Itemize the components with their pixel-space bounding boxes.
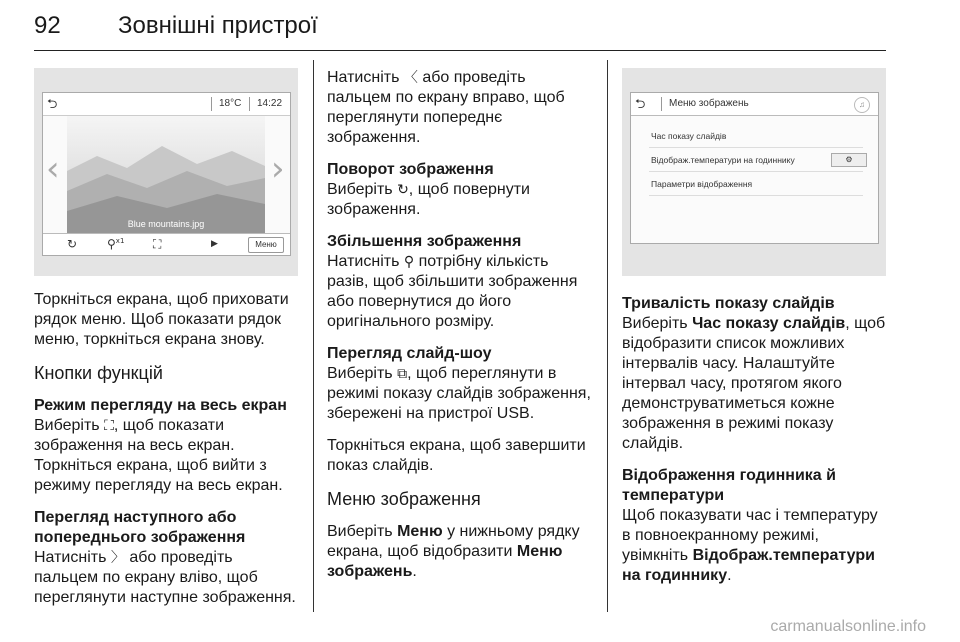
slideshow-heading: Перегляд слайд-шоу (327, 345, 492, 362)
image-filename: Blue mountains.jpg (127, 219, 205, 229)
picture-viewer-screenshot (34, 68, 298, 276)
fullscreen-heading: Режим перегляду на весь екран (34, 397, 287, 414)
watermark: carmanualsonline.info (770, 618, 926, 635)
picture-menu-screenshot (622, 68, 886, 276)
menu-item-clock-temperature[interactable]: Відображ.температури на годиннику (651, 155, 795, 165)
clock-time: 14:22 (257, 98, 283, 109)
fullscreen-paragraph: Виберіть ⛶, щоб показати зображення на весь екран. Торкніться екрана, щоб вийти з режиму перегляду на весь екран. (34, 417, 283, 494)
mountains-picture (67, 116, 265, 233)
back-arrow-icon[interactable]: ⮌ (635, 96, 646, 111)
divider (649, 147, 863, 148)
zoom-paragraph: Натисніть ⚲ потрібну кількість разів, щоб збільшити зображення або повернутися до його оригінального розміру. (327, 253, 578, 330)
rotate-paragraph: Виберіть ↻, щоб повернути зображення. (327, 181, 530, 218)
intro-paragraph: Торкніться екрана, щоб приховати рядок меню. Щоб показати рядок меню, торкніться екрана знову. (34, 291, 289, 348)
next-previous-heading: Перегляд наступного або попереднього зображення (34, 509, 246, 546)
previous-arrow-icon[interactable]: ‹ (46, 149, 60, 189)
menu-item-display-settings[interactable]: Параметри відображення (651, 179, 753, 189)
zoom-inline-icon: ⚲ (403, 254, 415, 270)
clock-display-paragraph: Щоб показувати час і температуру в повноекранному режимі, увімкніть Відображ.температури на годиннику. (622, 507, 878, 584)
rotate-inline-icon: ↻ (397, 182, 409, 198)
column-divider (607, 60, 608, 612)
section-heading-function-buttons: Кнопки функцій (34, 363, 163, 383)
music-note-icon[interactable]: ♫ (854, 97, 870, 113)
separator (211, 97, 212, 111)
picture-menu-paragraph: Виберіть Меню у нижньому рядку екрана, щоб відобразити Меню зображень. (327, 523, 580, 580)
slide-duration-heading: Тривалість показу слайдів (622, 295, 835, 312)
menu-header (631, 93, 878, 116)
rotate-icon[interactable]: ↻ (67, 237, 78, 251)
divider (649, 195, 863, 196)
page-number: 92 (34, 12, 61, 39)
text-column-3 (622, 294, 886, 598)
back-arrow-icon[interactable]: ⮌ (47, 96, 58, 111)
section-heading-picture-menu: Меню зображення (327, 489, 481, 509)
divider (649, 171, 863, 172)
page-header (34, 10, 886, 51)
menu-button[interactable]: Меню (248, 237, 284, 253)
menu-item-slide-time[interactable]: Час показу слайдів (651, 131, 727, 141)
column-divider (313, 60, 314, 612)
text-column-1 (34, 290, 300, 620)
previous-image-paragraph: Натисніть 〈 або проведіть пальцем по екрану вправо, щоб переглянути попереднє зображення. (327, 69, 565, 146)
zoom-heading: Збільшення зображення (327, 233, 522, 250)
picture-viewer-screen (42, 92, 291, 256)
slideshow-inline-icon: ⧉ (397, 366, 408, 382)
clock-display-heading: Відображення годинника й температури (622, 467, 836, 504)
separator (249, 97, 250, 111)
zoom-icon[interactable]: ⚲$^{x1}$ (107, 237, 125, 251)
fullscreen-icon[interactable]: ⛶ (153, 237, 162, 251)
rotate-heading: Поворот зображення (327, 161, 494, 178)
chevron-left-icon: 〈 (403, 70, 418, 86)
slideshow-paragraph: Виберіть ⧉, щоб переглянути в режимі показу слайдів зображення, збережені на пристрої USB. (327, 365, 591, 422)
function-bar (43, 233, 290, 255)
mountains-illustration (67, 116, 265, 233)
picture-menu-screen (630, 92, 879, 244)
slide-duration-paragraph: Виберіть Час показу слайдів, щоб відобразити список можливих інтервалів часу. Налаштуйте інтервал часу, протягом якого демонструватиметься кожне зображення в режимі показу слайдів. (622, 315, 886, 452)
status-bar (43, 93, 290, 116)
chevron-right-icon: 〉 (110, 550, 125, 566)
text-column-2 (327, 68, 592, 594)
menu-title: Меню зображень (669, 98, 749, 109)
toggle-switch-icon[interactable]: ⚙ (831, 153, 867, 167)
slideshow-end-paragraph: Торкніться екрана, щоб завершити показ слайдів. (327, 437, 586, 474)
fullscreen-inline-icon: ⛶ (104, 418, 114, 434)
page-title: Зовнішні пристрої (118, 12, 318, 39)
temperature: 18°C (219, 98, 242, 109)
separator (661, 97, 662, 111)
zoom-level: x1 (115, 237, 125, 245)
next-arrow-icon[interactable]: › (271, 149, 285, 189)
slideshow-play-icon[interactable]: ▶ (211, 239, 218, 249)
next-image-paragraph: Натисніть 〉 або проведіть пальцем по екрану вліво, щоб переглянути наступне зображення. (34, 549, 296, 606)
